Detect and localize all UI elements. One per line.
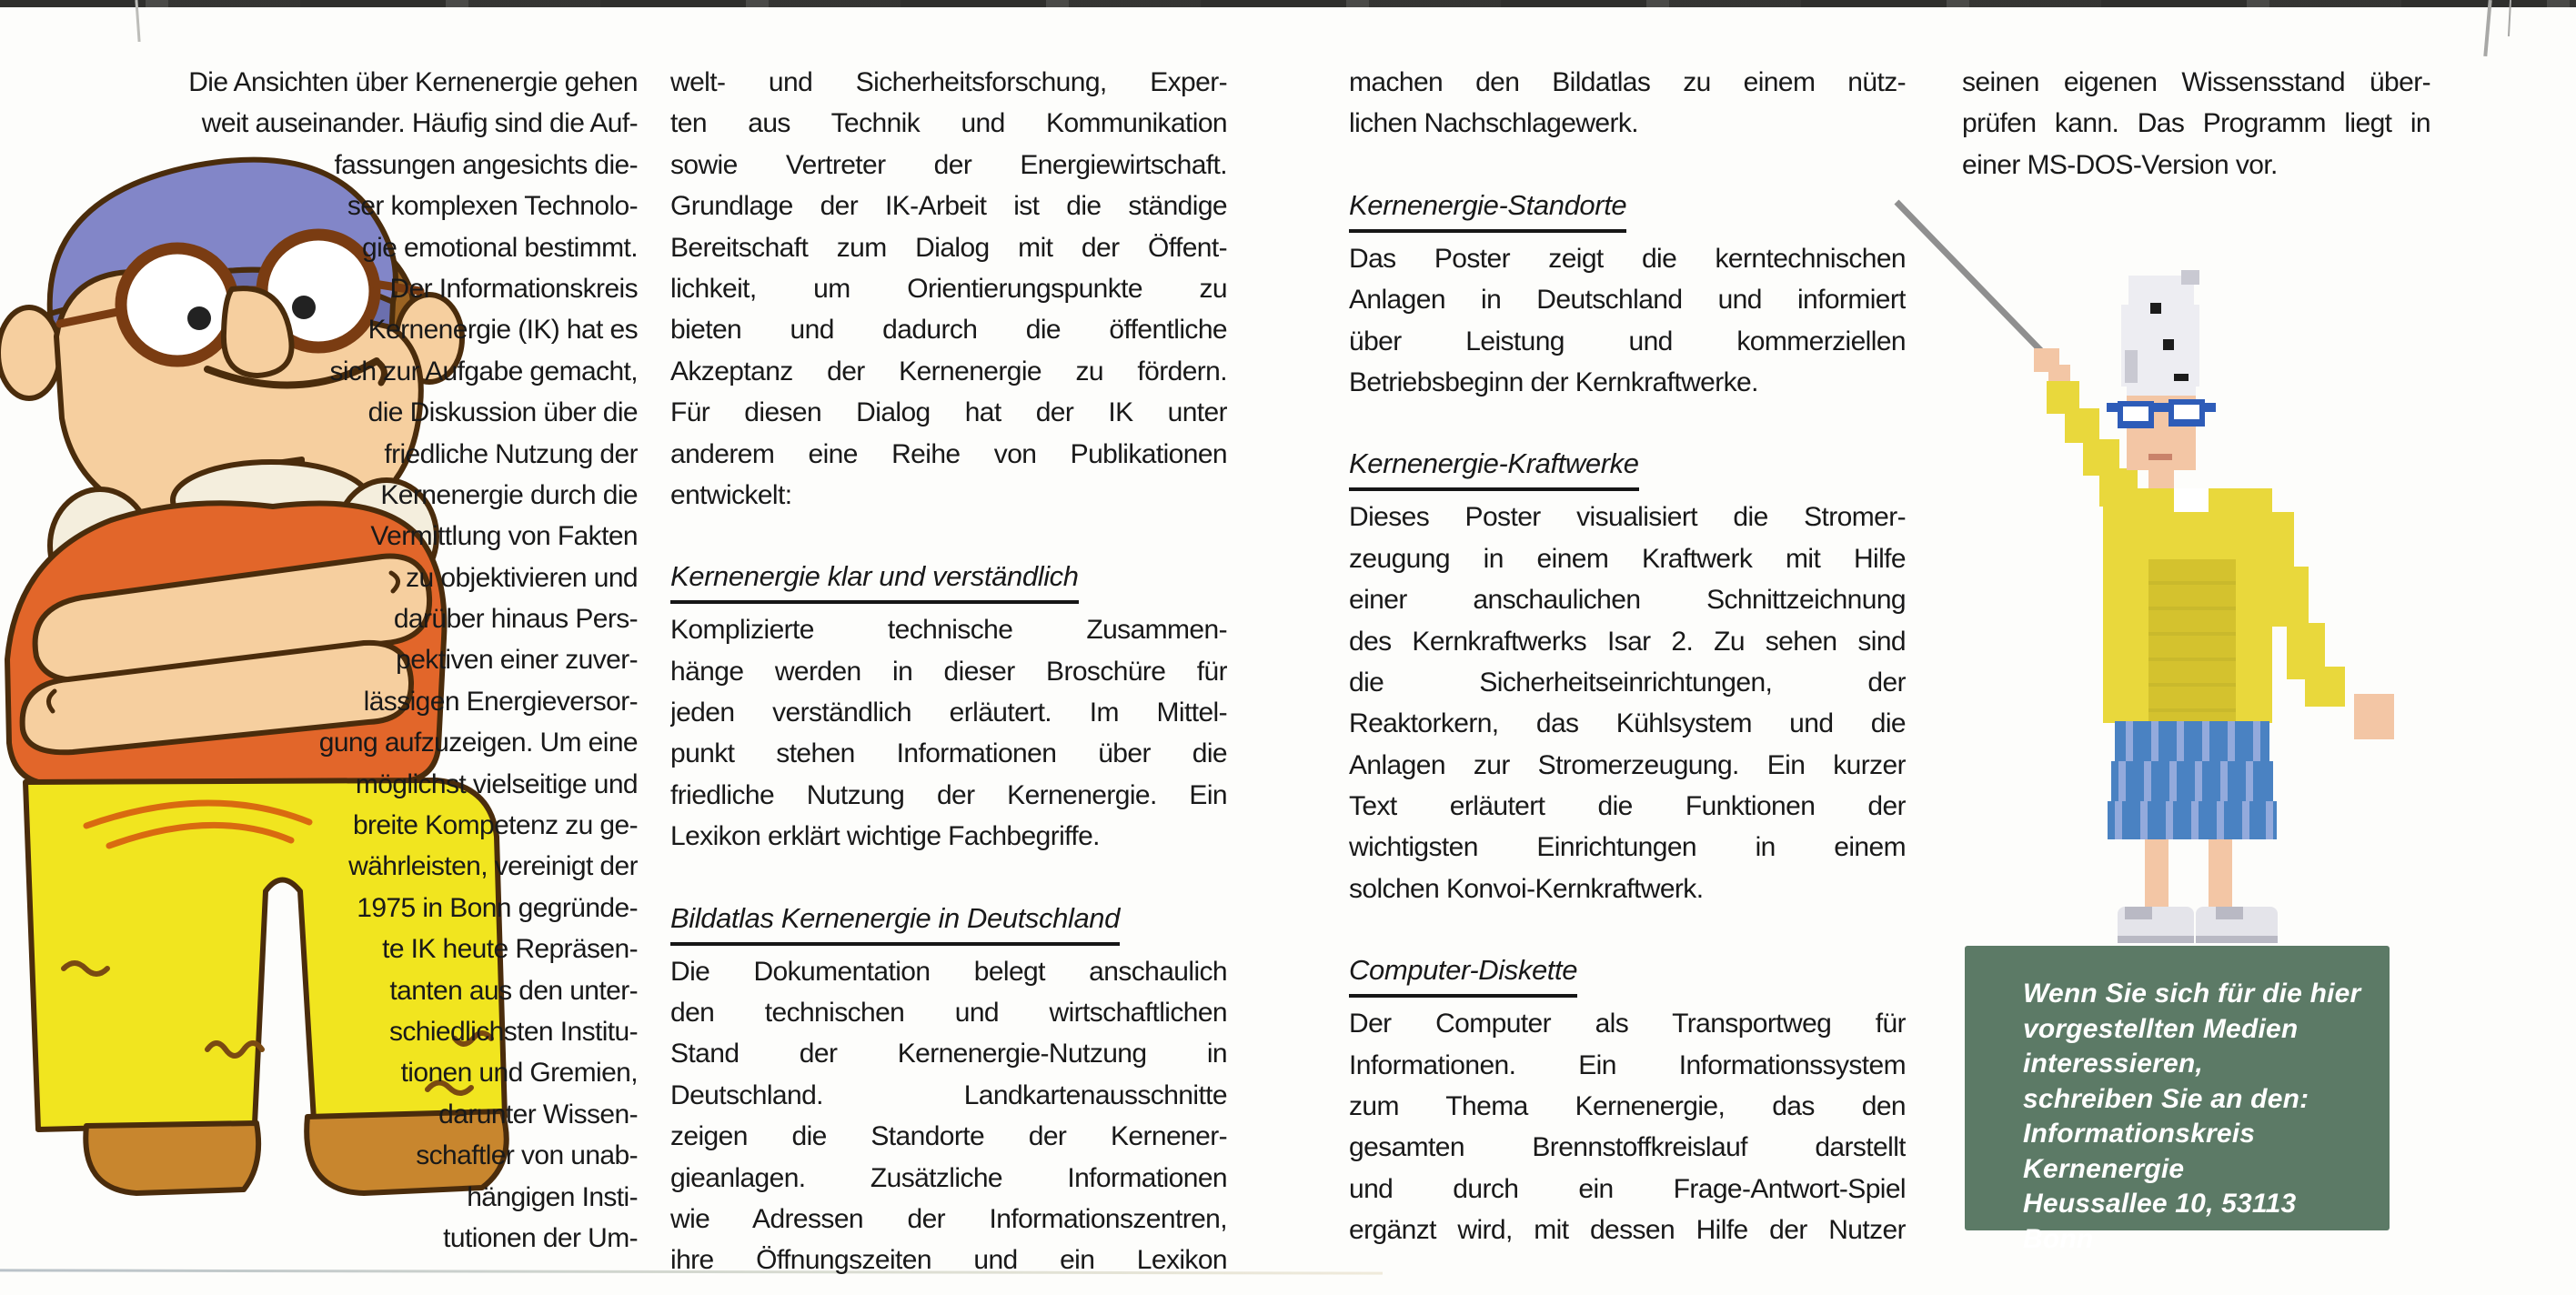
text-line: möglichst vielseitige und (355, 768, 638, 799)
text-line: Das Poster zeigt die kerntechnischen (1349, 243, 1906, 274)
text-line: und durch ein Frage-Antwort-Spiel (1349, 1173, 1906, 1204)
text-line: zum Thema Kernenergie, das den (1349, 1091, 1906, 1122)
text-line: darüber hinaus Pers- (393, 604, 638, 635)
text-line: jeden verständlich erläutert. Im Mittel- (670, 698, 1227, 728)
section-heading: Kernenergie klar und verständlich (670, 556, 1227, 604)
text-column-2 (670, 62, 1227, 1281)
info-box-line: schreiben Sie an den: (2023, 1083, 2309, 1114)
text-line: Bereitschaft zum Dialog mit der Öffent- (670, 232, 1227, 263)
text-line: Der Informationskreis (389, 273, 638, 304)
text-line: Betriebsbeginn der Kernkraftwerke. (1349, 366, 1758, 397)
section-heading: Kernenergie-Kraftwerke (1349, 443, 1906, 491)
text-line: tionen und Gremien, (400, 1058, 638, 1089)
text-line: prüfen kann. Das Programm liegt in (1962, 108, 2430, 139)
text-line: Komplizierte technische Zusammen- (670, 615, 1227, 646)
text-line: friedliche Nutzung der (384, 438, 638, 469)
text-line: tutionen der Um- (443, 1222, 638, 1253)
text-line: die Sicherheitseinrichtungen, der (1349, 667, 1906, 698)
text-line: schiedlichsten Institu- (388, 1016, 638, 1047)
text-line: gesamten Brennstoffkreislauf darstellt (1349, 1132, 1906, 1163)
section-heading: Kernenergie-Standorte (1349, 185, 1906, 233)
text-line: Stand der Kernenergie-Nutzung in (670, 1039, 1227, 1069)
text-line: weit auseinander. Häufig sind die Auf- (201, 108, 638, 139)
text-line: Vermittlung von Fakten (370, 521, 638, 552)
teacher-illustration (1856, 168, 2401, 969)
text-line: zeugung in einem Kraftwerk mit Hilfe (1349, 543, 1906, 574)
info-box-line: interessieren, (2023, 1049, 2203, 1079)
text-line: pektiven einer zuver- (396, 645, 638, 676)
text-line: wichtigsten Einrichtungen in einem (1349, 832, 1906, 863)
text-line: Reaktorkern, das Kühlsystem und die (1349, 708, 1906, 739)
text-line: sich zur Aufgabe gemacht, (329, 356, 638, 386)
text-line: gung aufzuzeigen. Um eine (318, 728, 638, 758)
teacher-legs (2145, 839, 2232, 912)
info-box-line: Wenn Sie sich für die hier (2023, 979, 2361, 1009)
contact-info-box (1965, 946, 2390, 1254)
text-line: hänge werden in dieser Broschüre für (670, 656, 1227, 687)
text-line: Kernenergie (IK) hat es (367, 315, 638, 346)
text-line: Grundlage der IK-Arbeit ist die ständige (670, 191, 1227, 222)
text-line: Anlagen zur Stromerzeugung. Ein kurzer (1349, 749, 1906, 780)
text-line: über Leistung und kommerziellen (1349, 326, 1906, 356)
text-line: zeigen die Standorte der Kernener- (670, 1121, 1227, 1152)
text-column-1 (86, 62, 638, 1259)
text-line: darunter Wissen- (438, 1099, 638, 1129)
scan-streak (2483, 0, 2491, 56)
text-line: Dieses Poster visualisiert die Stromer- (1349, 502, 1906, 533)
text-line: ser komplexen Technolo- (347, 191, 638, 222)
text-line: punkt stehen Informationen über die (670, 738, 1227, 769)
info-box-line: Informationskreis (2023, 1119, 2256, 1149)
text-line: bieten und dadurch die öffentliche (670, 315, 1227, 346)
text-line: breite Kompetenz zu ge- (352, 810, 638, 841)
text-line: te IK heute Repräsen- (382, 934, 638, 965)
text-line: machen den Bildatlas zu einem nütz- (1349, 67, 1906, 97)
text-line: Kernenergie durch die (380, 479, 638, 510)
text-column-4 (1962, 62, 2430, 186)
text-line: Die Ansichten über Kernenergie gehen (188, 67, 638, 97)
text-line: Anlagen in Deutschland und informiert (1349, 285, 1906, 316)
text-line: Für diesen Dialog hat der IK unter (670, 397, 1227, 428)
text-line: Lexikon erklärt wichtige Fachbegriffe. (670, 821, 1100, 852)
text-line: ergänzt wird, mit dessen Hilfe der Nutzer (1349, 1215, 1906, 1246)
text-line: Die Dokumentation belegt anschaulich (670, 956, 1227, 987)
text-line: seinen eigenen Wissensstand über- (1962, 67, 2430, 97)
scan-edge-top (0, 0, 2576, 7)
text-line: zu objektivieren und (406, 562, 638, 593)
text-line: Text erläutert die Funktionen der (1349, 791, 1906, 822)
text-line: einer MS-DOS-Version vor. (1962, 149, 2278, 180)
text-line: tanten aus den unter- (389, 975, 638, 1006)
text-line: lichen Nachschlagewerk. (1349, 108, 1639, 139)
text-line: friedliche Nutzung der Kernenergie. Ein (670, 779, 1227, 810)
text-line: die Diskussion über die (367, 397, 638, 428)
section-heading: Bildatlas Kernenergie in Deutschland (670, 898, 1227, 946)
text-line: Akzeptanz der Kernenergie zu fördern. (670, 356, 1227, 386)
info-box-line: vorgestellten Medien (2023, 1013, 2299, 1044)
text-line: ten aus Technik und Kommunikation (670, 108, 1227, 139)
text-line: schaftler von unab- (416, 1140, 638, 1171)
info-box-line: Heussallee 10, 53113 Bonn (2023, 1189, 2297, 1254)
text-line: einer anschaulichen Schnittzeichnung (1349, 585, 1906, 616)
text-line: des Kernkraftwerks Isar 2. Zu sehen sind (1349, 626, 1906, 657)
text-line: gie emotional bestimmt. (361, 232, 638, 263)
text-line: anderem eine Reihe von Publikationen (670, 438, 1227, 469)
teacher-mouth (2148, 454, 2172, 460)
section-heading: Computer-Diskette (1349, 949, 1906, 998)
pointer-stick (1897, 202, 2047, 356)
text-line: hängigen Insti- (467, 1181, 638, 1212)
text-line: lichkeit, um Orientierungspunkte zu (670, 273, 1227, 304)
text-line: sowie Vertreter der Energiewirtschaft. (670, 149, 1227, 180)
text-line: ihre Öffnungszeiten und ein Lexikon (670, 1245, 1227, 1276)
text-line: solchen Konvoi-Kernkraftwerk. (1349, 873, 1704, 904)
text-line: Informationen. Ein Informationssystem (1349, 1049, 1906, 1080)
text-line: wie Adressen der Informationszentren, (670, 1203, 1227, 1234)
text-line: gieanlagen. Zusätzliche Informationen (670, 1162, 1227, 1193)
text-line: fassungen angesichts die- (334, 149, 638, 180)
teacher-hand-raised (2034, 348, 2070, 385)
text-line: 1975 in Bonn gegründe- (357, 892, 638, 923)
text-line: Der Computer als Transportweg für (1349, 1009, 1906, 1039)
text-line: währleisten, vereinigt der (348, 851, 638, 882)
text-line: Deutschland. Landkartenausschnitte (670, 1079, 1227, 1110)
text-line: welt- und Sicherheitsforschung, Exper- (670, 67, 1227, 97)
text-line: den technischen und wirtschaftlichen (670, 998, 1227, 1029)
text-line: lässigen Energieversor- (363, 686, 638, 717)
text-column-3 (1349, 62, 1906, 1251)
boy-ear-left (0, 307, 60, 398)
teacher-hand-down (2354, 694, 2394, 739)
info-box-line: Kernenergie (2023, 1153, 2185, 1184)
text-line: entwickelt: (670, 479, 792, 510)
